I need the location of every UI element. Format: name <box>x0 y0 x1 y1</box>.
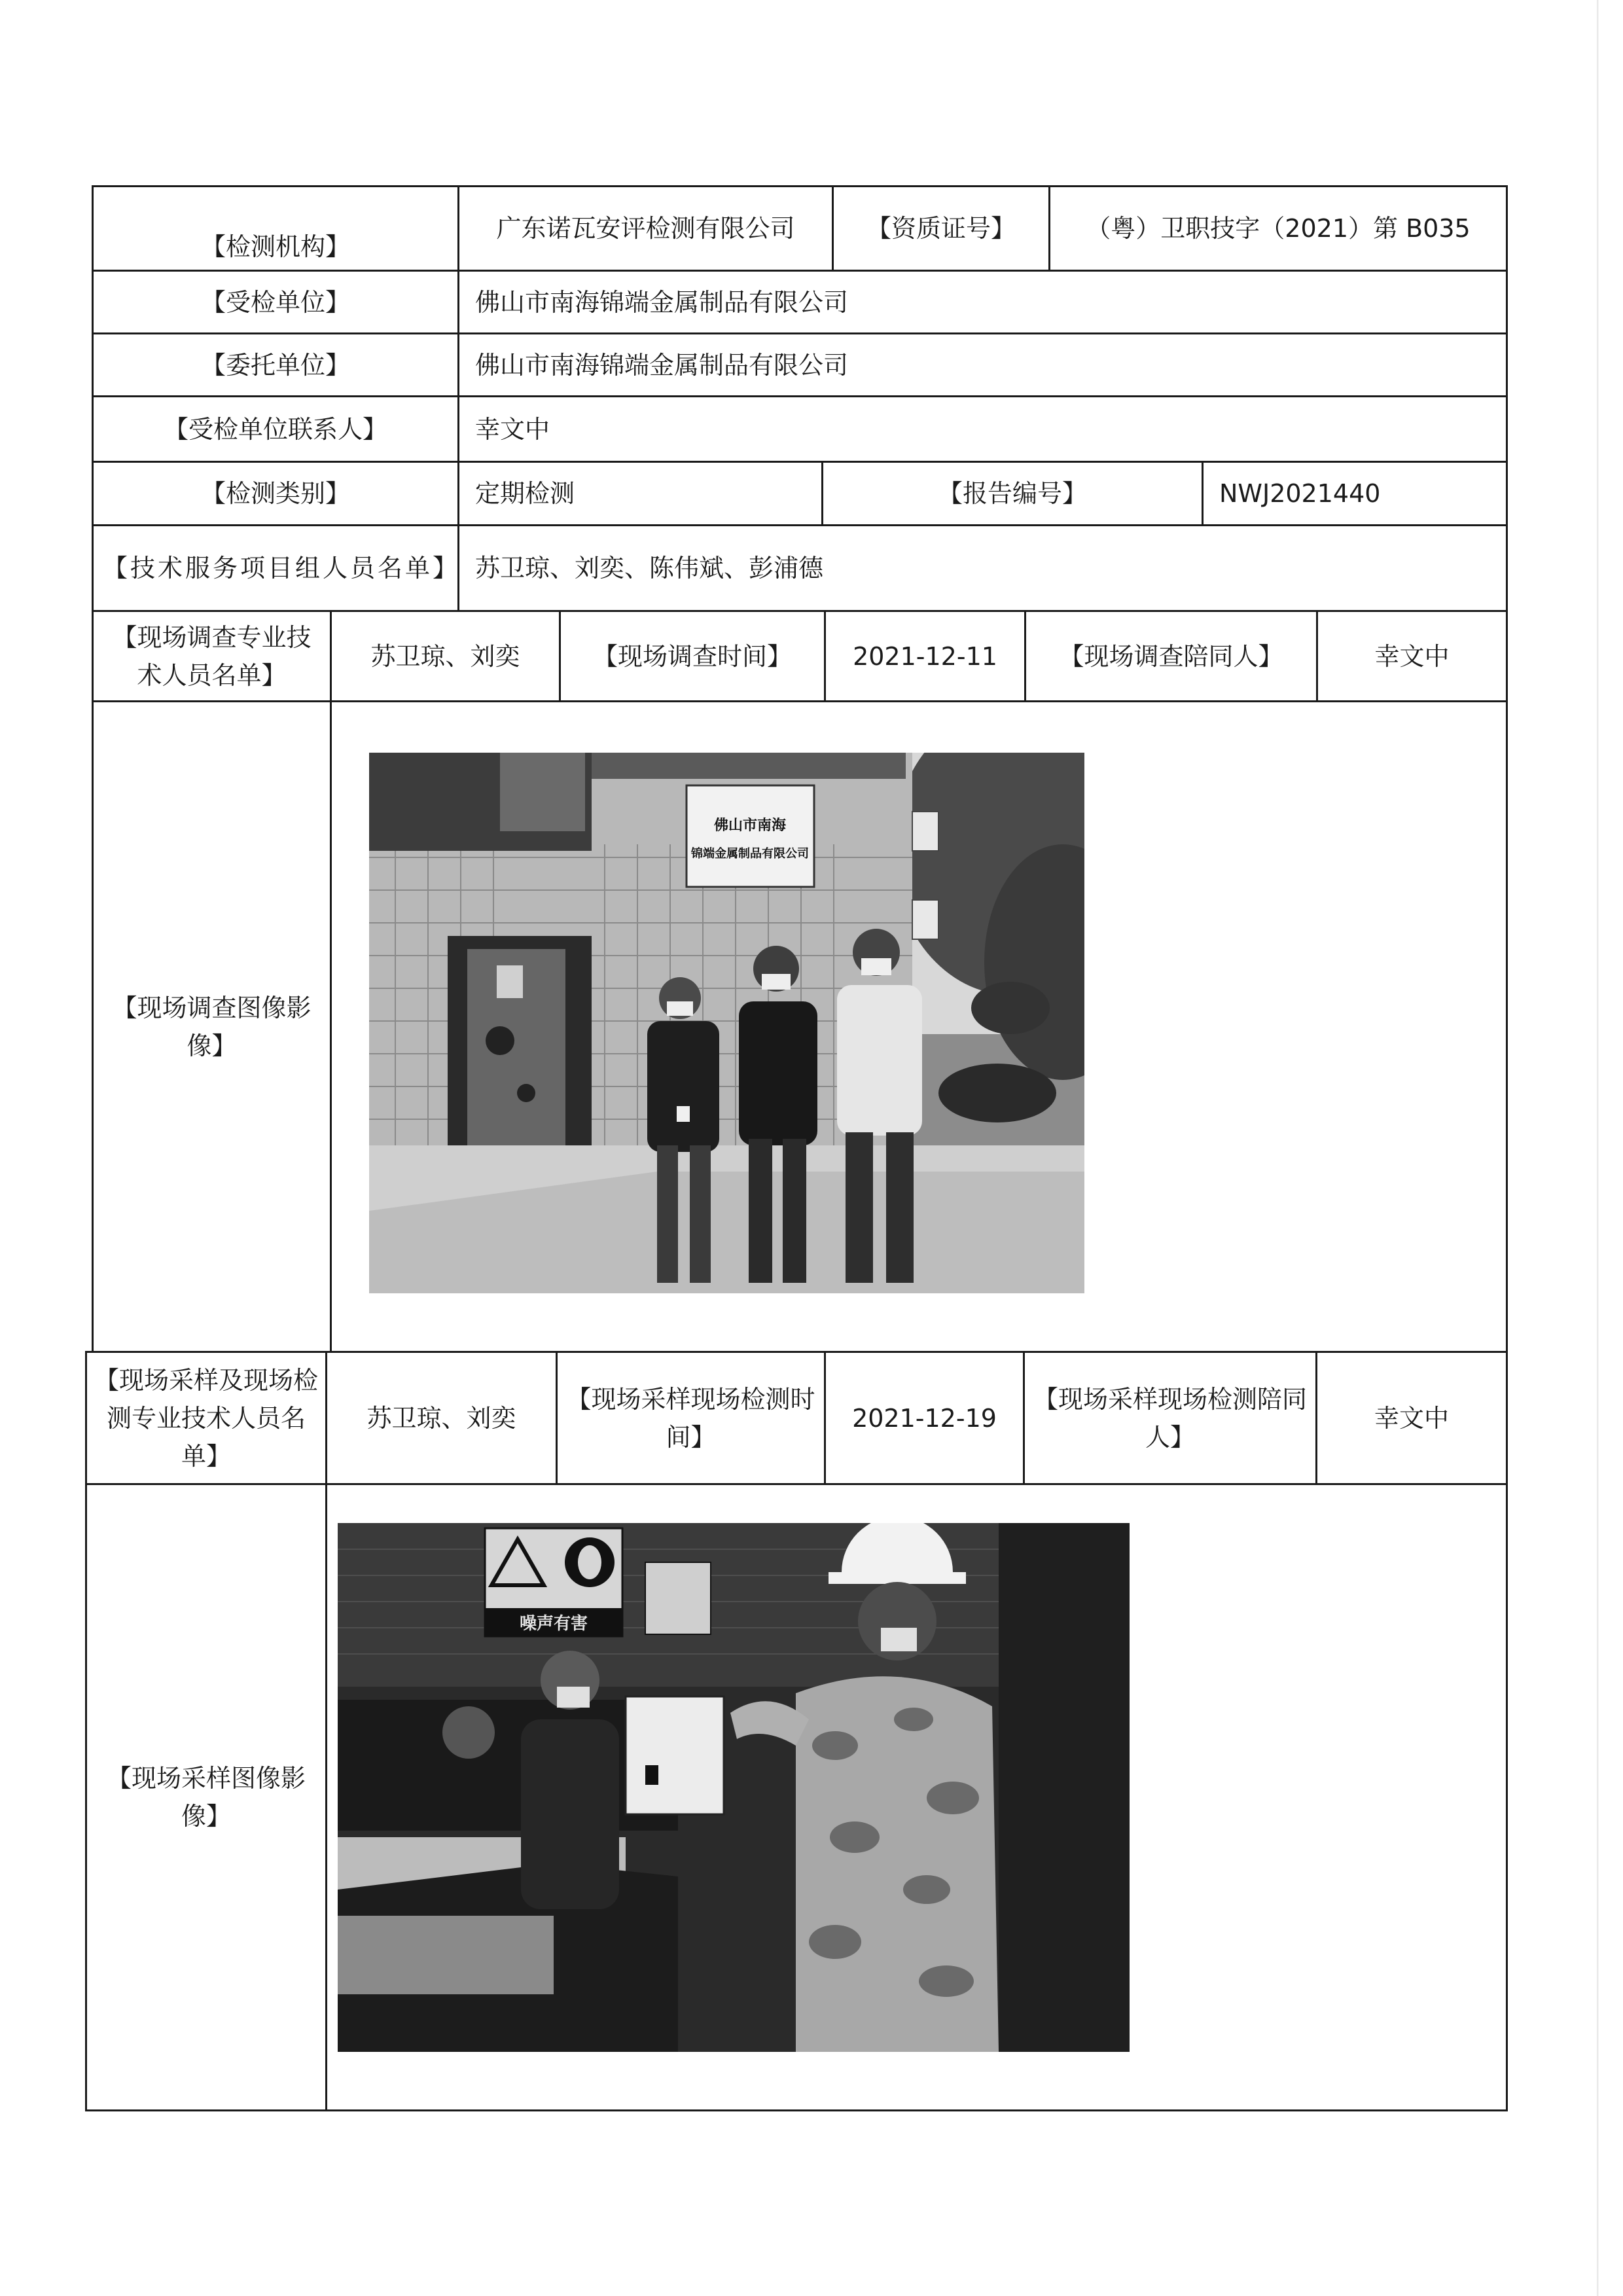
survey-photo <box>369 753 1084 1293</box>
survey-staff-value: 苏卫琼、刘奕 <box>330 610 561 702</box>
contact-value: 幸文中 <box>457 395 1508 463</box>
test-type-label: 【检测类别】 <box>92 461 459 526</box>
noise-warning-sign: 噪声有害 <box>519 1614 588 1634</box>
sampling-photo-svg <box>338 1523 1130 2052</box>
sampling-staff-label: 【现场采样及现场检测专业技术人员名单】 <box>85 1351 327 1485</box>
sampling-time-value: 2021-12-19 <box>824 1351 1025 1485</box>
client-unit-value: 佛山市南海锦端金属制品有限公司 <box>457 332 1508 397</box>
cert-value: （粤）卫职技字（2021）第 B035 <box>1048 185 1508 272</box>
sampling-photo-label: 【现场采样图像影像】 <box>85 1483 327 2111</box>
survey-escort-value: 幸文中 <box>1316 610 1508 702</box>
inspected-unit-value: 佛山市南海锦端金属制品有限公司 <box>457 270 1508 334</box>
org-label: 【检测机构】 <box>92 185 459 272</box>
project-team-label: 【技术服务项目组人员名单】 <box>92 524 459 612</box>
survey-staff-label: 【现场调查专业技术人员名单】 <box>92 610 332 702</box>
survey-time-label: 【现场调查时间】 <box>559 610 826 702</box>
org-value: 广东诺瓦安评检测有限公司 <box>457 185 834 272</box>
company-sign-line2: 锦端金属制品有限公司 <box>691 847 809 861</box>
sampling-escort-label: 【现场采样现场检测陪同人】 <box>1023 1351 1317 1485</box>
cert-label: 【资质证号】 <box>832 185 1050 272</box>
client-unit-label: 【委托单位】 <box>92 332 459 397</box>
test-type-value: 定期检测 <box>457 461 823 526</box>
report-no-value: NWJ2021440 <box>1202 461 1508 526</box>
sampling-photo <box>338 1523 1130 2052</box>
survey-time-value: 2021-12-11 <box>824 610 1026 702</box>
scan-edge <box>1597 0 1599 2296</box>
survey-photo-label: 【现场调查图像影像】 <box>92 700 332 1353</box>
sampling-escort-value: 幸文中 <box>1315 1351 1508 1485</box>
company-sign-line1: 佛山市南海 <box>713 817 787 834</box>
sampling-staff-value: 苏卫琼、刘奕 <box>325 1351 558 1485</box>
survey-escort-label: 【现场调查陪同人】 <box>1024 610 1318 702</box>
survey-photo-svg <box>369 753 1084 1293</box>
report-no-label: 【报告编号】 <box>821 461 1204 526</box>
inspected-unit-label: 【受检单位】 <box>92 270 459 334</box>
sampling-time-label: 【现场采样现场检测时间】 <box>556 1351 826 1485</box>
project-team-value: 苏卫琼、刘奕、陈伟斌、彭浦德 <box>457 524 1508 612</box>
contact-label: 【受检单位联系人】 <box>92 395 459 463</box>
